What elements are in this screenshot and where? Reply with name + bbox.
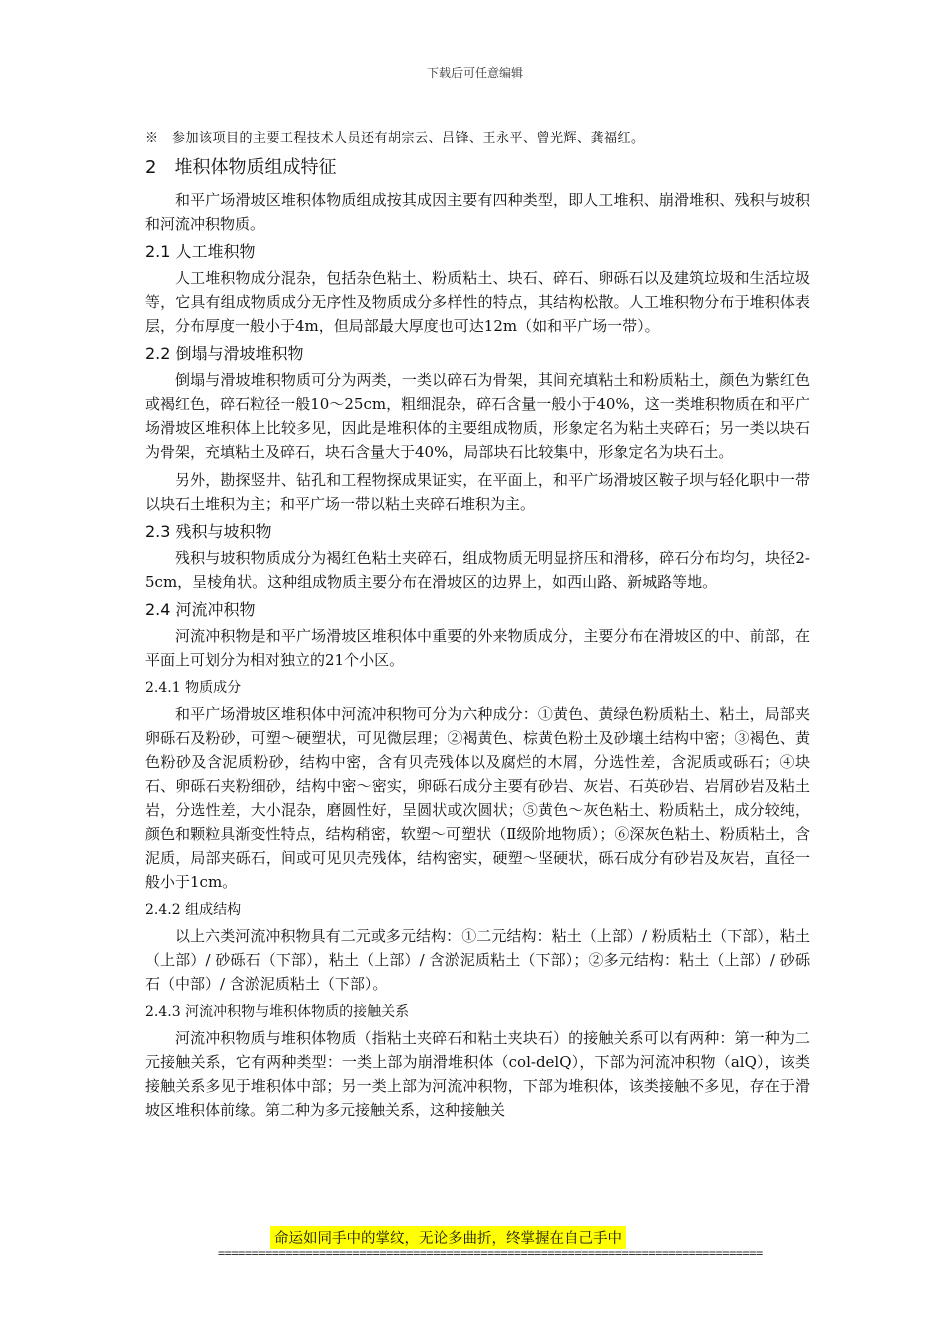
section-2-title: 2 堆积体物质组成特征	[145, 157, 337, 178]
section-2-2-paragraph-1: 倒塌与滑坡堆积物质可分为两类，一类以碎石为骨架，其间充填粘土和粉质粘土，颜色为紫红色或褐红色，碎石粒径一般10～25cm，粗细混杂，碎石含量一般小于40%，这一类堆积物质在和平广场滑坡区堆积体上比较多见，因此是堆积体的主要组成物质，形象定名为粘土夹碎石；另一类以块石为骨架，充填粘土及碎石，块石含量大于40%，局部块石比较集中，形象定名为块石土。	[145, 371, 810, 461]
section-2-4-2-paragraph: 以上六类河流冲积物具有二元或多元结构：①二元结构：粘土（上部）/ 粉质粘土（下部），粘土（上部）/ 砂砾石（下部），粘土（上部）/ 含淤泥质粘土（下部）；②多元结构：粘土（上部）/ 砂砾石（中部）/ 含淤泥质粘土（下部）。	[145, 927, 810, 993]
section-2-3-paragraph: 残积与坡积物质成分为褐红色粘土夹碎石，组成物质无明显挤压和滑移，碎石分布均匀，块径2-5cm，呈棱角状。这种组成物质主要分布在滑坡区的边界上，如西山路、新城路等地。	[145, 549, 810, 591]
section-2-4-3-title: 2.4.3 河流冲积物与堆积体物质的接触关系	[145, 1004, 410, 1020]
section-2-paragraph: 和平广场滑坡区堆积体物质组成按其成因主要有四种类型，即人工堆积、崩滑堆积、残积与坡积和河流冲积物质。	[145, 191, 810, 233]
section-2-4-3-paragraph: 河流冲积物质与堆积体物质（指粘土夹碎石和粘土夹块石）的接触关系可以有两种：第一种为二元接触关系，它有两种类型：一类上部为崩滑堆积体（col-delQ），下部为河流冲积物（alQ），该类接触关系多见于堆积体中部；另一类上部为河流冲积物，下部为堆积体，该类接触不多见，存在于滑坡区堆积体前缘。第二种为多元接触关系，这种接触关	[145, 1029, 810, 1119]
section-2-1-paragraph: 人工堆积物成分混杂，包括杂色粘土、粉质粘土、块石、碎石、卵砾石以及建筑垃圾和生活垃圾等，它具有组成物质成分无序性及物质成分多样性的特点，其结构松散。人工堆积物分布于堆积体表层，分布厚度一般小于4m，但局部最大厚度也可达12m（如和平广场一带）。	[145, 269, 810, 335]
section-2-4-1-paragraph: 和平广场滑坡区堆积体中河流冲积物可分为六种成分：①黄色、黄绿色粉质粘土、粘土，局部夹卵砾石及粉砂，可塑～硬塑状，可见微层理；②褐黄色、棕黄色粉土及砂壤土结构中密；③褐色、黄色粉砂及含泥质粉砂，结构中密，含有贝壳残体以及腐烂的木屑，分选性差，含泥质或砾石；④块石、卵砾石夹粉细砂，结构中密～密实，卵砾石成分主要有砂岩、灰岩、石英砂岩、岩屑砂岩及粘土岩，分选性差，大小混杂，磨圆性好，呈圆状或次圆状；⑤黄色～灰色粘土、粉质粘土，成分较纯，颜色和颗粒具渐变性特点，结构稍密，软塑～可塑状（Ⅱ级阶地物质）；⑥深灰色粘土、粉质粘土，含泥质，局部夹砾石，间或可见贝壳残体，结构密实，硬塑～坚硬状，砾石成分有砂岩及灰岩，直径一般小于1cm。	[145, 705, 810, 891]
section-2-3-title: 2.3 残积与坡积物	[145, 522, 272, 541]
section-2-4-2-title: 2.4.2 组成结构	[145, 902, 242, 918]
page-header: 下载后可任意编辑	[426, 66, 523, 80]
contributors-note: ※ 参加该项目的主要工程技术人员还有胡宗云、吕锋、王永平、曾光辉、龚福红。	[145, 131, 645, 146]
section-2-4-1-title: 2.4.1 物质成分	[145, 680, 242, 696]
section-2-1-title: 2.1 人工堆积物	[145, 242, 256, 261]
section-2-2-paragraph-2: 另外，勘探竖井、钻孔和工程物探成果证实，在平面上，和平广场滑坡区鞍子坝与轻化职中一带以块石土堆积为主；和平广场一带以粘土夹碎石堆积为主。	[145, 471, 810, 513]
footer-motto: 命运如同手中的掌纹，无论多曲折，终掌握在自己手中	[270, 1226, 626, 1249]
section-2-4-title: 2.4 河流冲积物	[145, 600, 256, 619]
footer-divider: =================================================================================	[218, 1246, 763, 1260]
section-2-4-paragraph: 河流冲积物是和平广场滑坡区堆积体中重要的外来物质成分，主要分布在滑坡区的中、前部，在平面上可划分为相对独立的21个小区。	[145, 627, 810, 669]
document-body	[145, 156, 810, 1126]
section-2-2-title: 2.2 倒塌与滑坡堆积物	[145, 344, 304, 363]
